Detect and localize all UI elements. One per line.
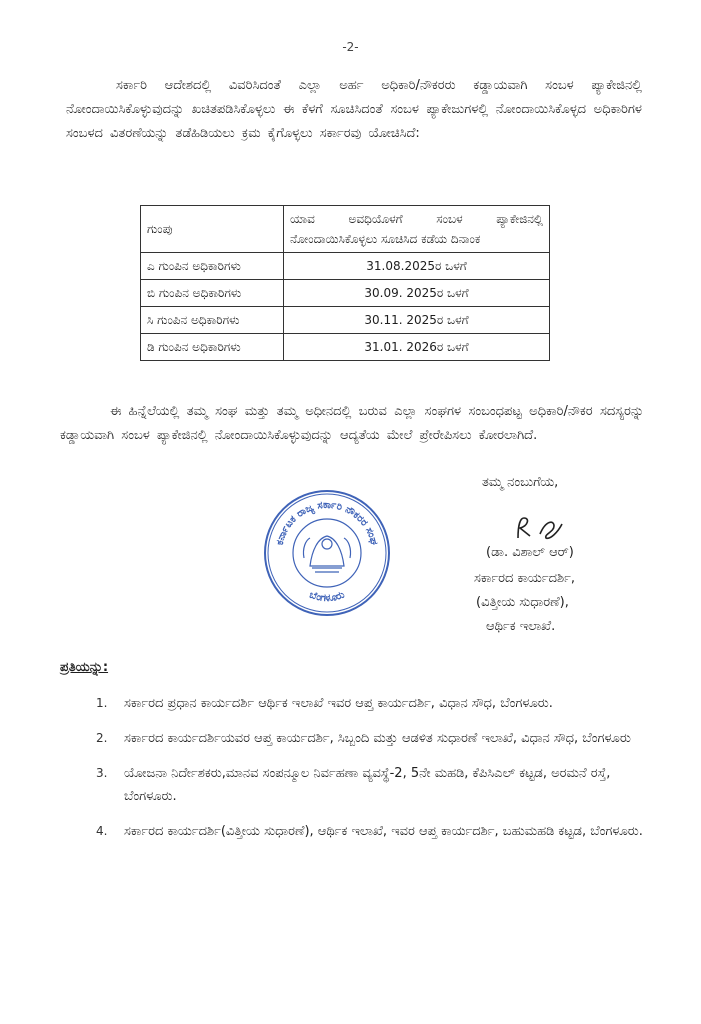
page-number: -2- (342, 40, 359, 54)
intro-paragraph: ಸರ್ಕಾರಿ ಆದೇಶದಲ್ಲಿ ವಿವರಿಸಿದಂತೆ ಎಲ್ಲಾ ಅರ್ಹ ಅಧಿಕಾರಿ/ನೌಕರರು ಕಡ್ಡಾಯವಾಗಿ ಸಂಬಳ ಪ್ಯಾಕೇಜಿನಲ್ಲಿ ನೋಂದಾಯಿಸಿಕೊಳ್ಳುವುದನ್ನು ಖಚಿತಪಡಿಸಿಕೊಳ್ಳಲು ಈ ಕೆಳಗೆ ಸೂಚಿಸಿದಂತೆ ಸಂಬಳ ಪ್ಯಾಕೇಜುಗಳಲ್ಲಿ ನೋಂದಾಯಿಸಿಕೊಳ್ಳದ ಅಧಿಕಾರಿಗಳ ಸಂಬಳದ ವಿತರಣೆಯನ್ನು ತಡೆಹಿಡಿಯಲು ಕ್ರಮ ಕೈಗೊಳ್ಳಲು ಸರ್ಕಾರವು ಯೋಚಿಸಿದೆ: (66, 78, 642, 141)
row-group: ಸಿ ಗುಂಪಿನ ಅಧಿಕಾರಿಗಳು (141, 307, 284, 334)
row-deadline: 31.08.2025ರ ಒಳಗೆ (284, 253, 550, 280)
list-item (96, 727, 656, 750)
signatory-designation: ಸರ್ಕಾರದ ಕಾರ್ಯದರ್ಶಿ, (474, 571, 575, 586)
row-deadline: 30.11. 2025ರ ಒಳಗೆ (284, 307, 550, 334)
list-item (96, 820, 656, 843)
signatory-sub-designation: (ವಿತ್ತೀಯ ಸುಧಾರಣೆ), (476, 595, 569, 610)
list-item-number: 4. (96, 824, 108, 838)
table-row (141, 280, 550, 307)
table-row (141, 307, 550, 334)
table-header-row (141, 206, 550, 253)
seal-emblem (303, 536, 350, 572)
signatory-name: (ಡಾ. ವಿಶಾಲ್ ಆರ್) (486, 545, 574, 560)
list-item-number: 2. (96, 731, 108, 745)
row-group: ಬಿ ಗುಂಪಿನ ಅಧಿಕಾರಿಗಳು (141, 280, 284, 307)
header-deadline: ಯಾವ ಅವಧಿಯೊಳಗೆ ಸಂಬಳ ಪ್ಯಾಕೇಜಿನಲ್ಲಿ ನೋಂದಾಯಿಸಿಕೊಳ್ಳಲು ಸೂಚಿಸಿದ ಕಡೆಯ ದಿನಾಂಕ (284, 206, 550, 253)
svg-text:ಬೆಂಗಳೂರು (308, 590, 346, 605)
signatory-department: ಆರ್ಥಿಕ ಇಲಾಖೆ. (486, 619, 556, 634)
closing-salutation: ತಮ್ಮ ನಂಬುಗೆಯ, (482, 475, 559, 490)
seal-ring-text: ಕರ್ನಾಟಕ ರಾಜ್ಯ ಸರ್ಕಾರಿ ನೌಕರರ ಸಂಘ (274, 499, 380, 547)
table-row (141, 253, 550, 280)
list-item-number: 3. (96, 766, 108, 780)
copies-list (96, 692, 656, 855)
list-item-text: ಯೋಜನಾ ನಿರ್ದೇಶಕರು,ಮಾನವ ಸಂಪನ್ಮೂಲ ನಿರ್ವಹಣಾ ವ್ಯವಸ್ಥೆ-2, 5ನೇ ಮಹಡಿ, ಕೆಪಿಸಿಎಲ್ ಕಟ್ಟಡ, ಅರಮನೆ ರಸ್ತೆ, ಬೆಂಗಳೂರು. (124, 766, 611, 804)
seal-city-text: ಬೆಂಗಳೂರು (307, 589, 347, 605)
row-deadline: 31.01. 2026ರ ಒಳಗೆ (284, 334, 550, 361)
official-seal (262, 488, 392, 618)
list-item-number: 1. (96, 696, 108, 710)
deadline-table (140, 205, 550, 361)
table-row (141, 334, 550, 361)
list-item-text: ಸರ್ಕಾರದ ಕಾರ್ಯದರ್ಶಿಯವರ ಆಪ್ತ ಕಾರ್ಯದರ್ಶಿ, ಸಿಬ್ಬಂದಿ ಮತ್ತು ಆಡಳಿತ ಸುಧಾರಣೆ ಇಲಾಖೆ, ವಿಧಾನ ಸೌಧ, ಬೆಂಗಳೂರು (124, 731, 631, 746)
row-deadline: 30.09. 2025ರ ಒಳಗೆ (284, 280, 550, 307)
list-item-text: ಸರ್ಕಾರದ ಕಾರ್ಯದರ್ಶಿ(ವಿತ್ತೀಯ ಸುಧಾರಣೆ), ಆರ್ಥಿಕ ಇಲಾಖೆ, ಇವರ ಆಪ್ತ ಕಾರ್ಯದರ್ಶಿ, ಬಹುಮಹಡಿ ಕಟ್ಟಡ, ಬೆಂಗಳೂರು. (124, 824, 643, 839)
signature-mark (510, 512, 570, 542)
copies-heading: ಪ್ರತಿಯನ್ನು: (60, 660, 109, 675)
list-item (96, 762, 656, 808)
row-group: ಡಿ ಗುಂಪಿನ ಅಧಿಕಾರಿಗಳು (141, 334, 284, 361)
row-group: ಎ ಗುಂಪಿನ ಅಧಿಕಾರಿಗಳು (141, 253, 284, 280)
list-item-text: ಸರ್ಕಾರದ ಪ್ರಧಾನ ಕಾರ್ಯದರ್ಶಿ ಆರ್ಥಿಕ ಇಲಾಖೆ ಇವರ ಆಪ್ತ ಕಾರ್ಯದರ್ಶಿ, ವಿಧಾನ ಸೌಧ, ಬೆಂಗಳೂರು. (124, 696, 553, 711)
request-paragraph: ಈ ಹಿನ್ನೆಲೆಯಲ್ಲಿ ತಮ್ಮ ಸಂಘ ಮತ್ತು ತಮ್ಮ ಅಧೀನದಲ್ಲಿ ಬರುವ ಎಲ್ಲಾ ಸಂಘಗಳ ಸಂಬಂಧಪಟ್ಟ ಅಧಿಕಾರಿ/ನೌಕರ ಸದಸ್ಯರನ್ನು ಕಡ್ಡಾಯವಾಗಿ ಸಂಬಳ ಪ್ಯಾಕೇಜಿನಲ್ಲಿ ನೋಂದಾಯಿಸಿಕೊಳ್ಳುವುದನ್ನು ಆದ್ಯತೆಯ ಮೇಲೆ ಪ್ರೇರೇಪಿಸಲು ಕೋರಲಾಗಿದೆ. (60, 404, 644, 443)
header-group: ಗುಂಪು (141, 206, 284, 253)
list-item (96, 692, 656, 715)
